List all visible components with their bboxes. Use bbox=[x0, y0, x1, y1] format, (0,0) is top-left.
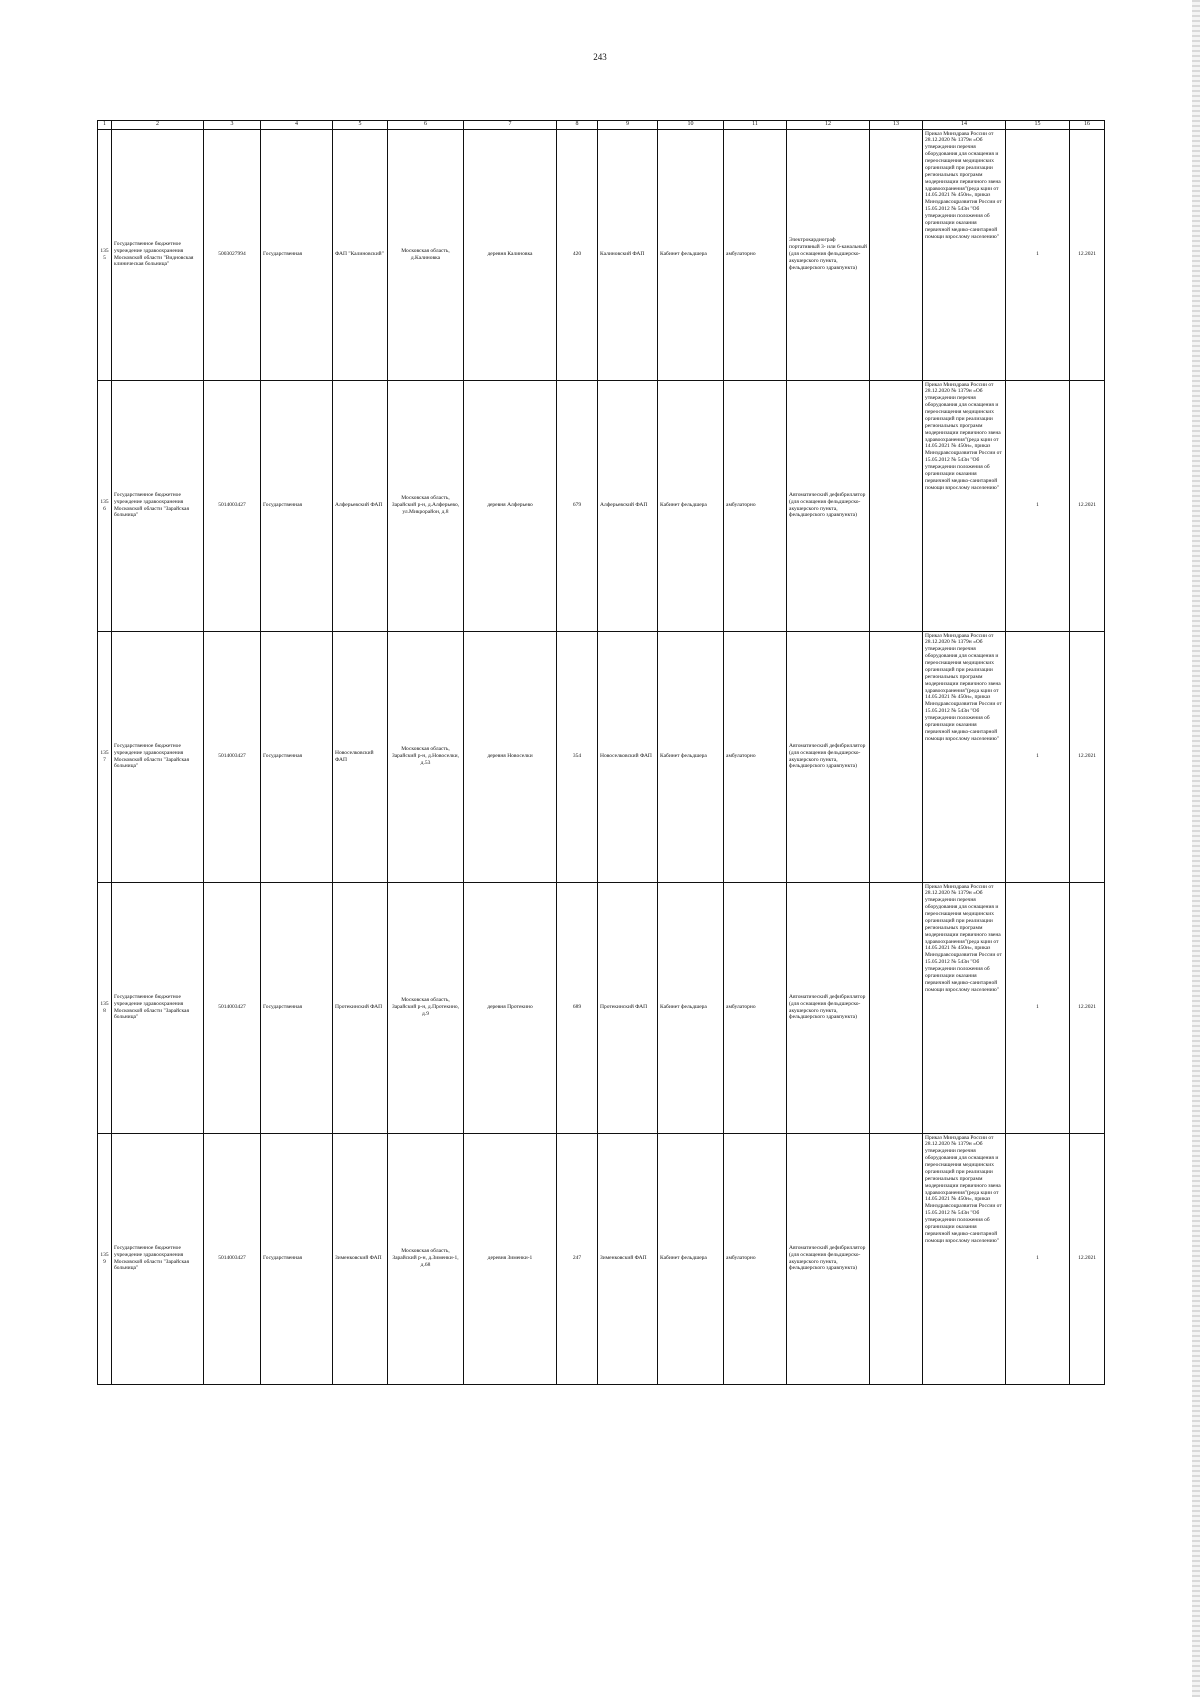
table-row bbox=[98, 1133, 1105, 1384]
room-cell: Кабинет фельдшера bbox=[658, 882, 724, 1133]
ownership-cell: Государственная bbox=[261, 882, 333, 1133]
column-13-cell bbox=[870, 882, 923, 1133]
ownership-cell: Государственная bbox=[261, 631, 333, 882]
population-cell: 679 bbox=[557, 380, 598, 631]
column-number: 13 bbox=[870, 121, 923, 130]
quantity-cell: 1 bbox=[1006, 129, 1070, 380]
quantity-cell: 1 bbox=[1006, 1133, 1070, 1384]
facility-cell: Калиновский ФАП bbox=[598, 129, 658, 380]
institution-cell: Государственное бюджетное учреждение здравоохранения Московской области "Зарайская больница" bbox=[112, 882, 204, 1133]
equipment-cell: Электрокардиограф портативный 3- или 6-канальный (для оснащения фельдшерско-акушерского пункта, фельдшерского здравпункта) bbox=[787, 129, 870, 380]
column-number: 4 bbox=[261, 121, 333, 130]
regulation-cell: Приказ Минздрава России от 28.12.2020 № 1379н «Об утверждении перечня оборудования для оснащения и переоснащения медицинских организаций при реализации региональных программ модернизации первичного звена здравоохранения"(реда кции от 14.05.2021 № 450н», приказ Минздравсоцразвития России от 15.05.2012 № 543н "Об утверждении положения об организации оказания первичной медико-санитарной помощи взрослому населению" bbox=[923, 631, 1006, 882]
population-cell: 420 bbox=[557, 129, 598, 380]
locality-cell: деревня Новоселки bbox=[464, 631, 557, 882]
date-cell: 12.2021 bbox=[1070, 882, 1105, 1133]
column-number: 11 bbox=[724, 121, 787, 130]
column-number: 2 bbox=[112, 121, 204, 130]
population-cell: 689 bbox=[557, 882, 598, 1133]
population-cell: 354 bbox=[557, 631, 598, 882]
date-cell: 12.2021 bbox=[1070, 631, 1105, 882]
quantity-cell: 1 bbox=[1006, 631, 1070, 882]
column-number-row bbox=[98, 121, 1105, 130]
table-row bbox=[98, 380, 1105, 631]
column-number: 7 bbox=[464, 121, 557, 130]
facility-cell: Алферьевский ФАП bbox=[598, 380, 658, 631]
date-cell: 12.2021 bbox=[1070, 129, 1105, 380]
column-number: 1 bbox=[98, 121, 112, 130]
institution-cell: Государственное бюджетное учреждение здравоохранения Московской области "Зарайская больница" bbox=[112, 380, 204, 631]
equipment-cell: Автоматический дефибриллятор (для оснащения фельдшерско-акушерского пункта, фельдшерского здравпункта) bbox=[787, 1133, 870, 1384]
ownership-cell: Государственная bbox=[261, 129, 333, 380]
care-type-cell: амбулаторно bbox=[724, 380, 787, 631]
column-13-cell bbox=[870, 380, 923, 631]
scan-edge bbox=[1192, 0, 1200, 1697]
institution-cell: Государственное бюджетное учреждение здравоохранения Московской области "Зарайская больница" bbox=[112, 1133, 204, 1384]
row-number-cell: 1356 bbox=[98, 380, 112, 631]
care-type-cell: амбулаторно bbox=[724, 129, 787, 380]
locality-cell: деревня Зименки-1 bbox=[464, 1133, 557, 1384]
facility-cell: Протекинский ФАП bbox=[598, 882, 658, 1133]
column-13-cell bbox=[870, 129, 923, 380]
row-number-cell: 1355 bbox=[98, 129, 112, 380]
regulation-cell: Приказ Минздрава России от 28.12.2020 № 1379н «Об утверждении перечня оборудования для оснащения и переоснащения медицинских организаций при реализации региональных программ модернизации первичного звена здравоохранения"(реда кции от 14.05.2021 № 450н», приказ Минздравсоцразвития России от 15.05.2012 № 543н "Об утверждении положения об организации оказания первичной медико-санитарной помощи взрослому населению" bbox=[923, 882, 1006, 1133]
care-type-cell: амбулаторно bbox=[724, 882, 787, 1133]
date-cell: 12.2021 bbox=[1070, 1133, 1105, 1384]
regulation-cell: Приказ Минздрава России от 28.12.2020 № 1379н «Об утверждении перечня оборудования для оснащения и переоснащения медицинских организаций при реализации региональных программ модернизации первичного звена здравоохранения"(реда кции от 14.05.2021 № 450н», приказ Минздравсоцразвития России от 15.05.2012 № 543н "Об утверждении положения об организации оказания первичной медико-санитарной помощи взрослому населению" bbox=[923, 380, 1006, 631]
regulation-cell: Приказ Минздрава России от 28.12.2020 № 1379н «Об утверждении перечня оборудования для оснащения и переоснащения медицинских организаций при реализации региональных программ модернизации первичного звена здравоохранения"(реда кции от 14.05.2021 № 450н», приказ Минздравсоцразвития России от 15.05.2012 № 543н "Об утверждении положения об организации оказания первичной медико-санитарной помощи взрослому населению" bbox=[923, 129, 1006, 380]
room-cell: Кабинет фельдшера bbox=[658, 380, 724, 631]
inn-cell: 5014003427 bbox=[204, 882, 261, 1133]
room-cell: Кабинет фельдшера bbox=[658, 1133, 724, 1384]
table-row bbox=[98, 631, 1105, 882]
address-cell: Московская область, д.Калиновка bbox=[388, 129, 464, 380]
unit-cell: ФАП "Калиновский" bbox=[333, 129, 388, 380]
row-number-cell: 1357 bbox=[98, 631, 112, 882]
address-cell: Московская область, Зарайский р-н, д.Протекино, д.9 bbox=[388, 882, 464, 1133]
equipment-cell: Автоматический дефибриллятор (для оснащения фельдшерско-акушерского пункта, фельдшерского здравпункта) bbox=[787, 380, 870, 631]
address-cell: Московская область, Зарайский р-н, д.Алферьево, ул.Микрорайон, д.8 bbox=[388, 380, 464, 631]
date-cell: 12.2021 bbox=[1070, 380, 1105, 631]
ownership-cell: Государственная bbox=[261, 380, 333, 631]
row-number-cell: 1359 bbox=[98, 1133, 112, 1384]
ownership-cell: Государственная bbox=[261, 1133, 333, 1384]
page-number: 243 bbox=[593, 52, 607, 62]
locality-cell: деревня Алферьево bbox=[464, 380, 557, 631]
column-13-cell bbox=[870, 1133, 923, 1384]
column-number: 3 bbox=[204, 121, 261, 130]
facility-cell: Зименковский ФАП bbox=[598, 1133, 658, 1384]
room-cell: Кабинет фельдшера bbox=[658, 631, 724, 882]
table-row bbox=[98, 129, 1105, 380]
quantity-cell: 1 bbox=[1006, 380, 1070, 631]
institution-cell: Государственное бюджетное учреждение здравоохранения Московской области "Видновская клиническая больница" bbox=[112, 129, 204, 380]
row-number-cell: 1358 bbox=[98, 882, 112, 1133]
unit-cell: Зименковский ФАП bbox=[333, 1133, 388, 1384]
address-cell: Московская область, Зарайский р-н, д.Зименки-1, д.68 bbox=[388, 1133, 464, 1384]
institution-cell: Государственное бюджетное учреждение здравоохранения Московской области "Зарайская больница" bbox=[112, 631, 204, 882]
locality-cell: деревня Калиновка bbox=[464, 129, 557, 380]
equipment-cell: Автоматический дефибриллятор (для оснащения фельдшерско-акушерского пункта, фельдшерского здравпункта) bbox=[787, 631, 870, 882]
care-type-cell: амбулаторно bbox=[724, 631, 787, 882]
column-number: 12 bbox=[787, 121, 870, 130]
quantity-cell: 1 bbox=[1006, 882, 1070, 1133]
facility-cell: Новоселковский ФАП bbox=[598, 631, 658, 882]
column-number: 14 bbox=[923, 121, 1006, 130]
column-13-cell bbox=[870, 631, 923, 882]
equipment-table bbox=[97, 120, 1105, 1385]
population-cell: 247 bbox=[557, 1133, 598, 1384]
column-number: 8 bbox=[557, 121, 598, 130]
column-number: 9 bbox=[598, 121, 658, 130]
unit-cell: Алферьевский ФАП bbox=[333, 380, 388, 631]
column-number: 6 bbox=[388, 121, 464, 130]
unit-cell: Протекинский ФАП bbox=[333, 882, 388, 1133]
table-row bbox=[98, 882, 1105, 1133]
equipment-cell: Автоматический дефибриллятор (для оснащения фельдшерско-акушерского пункта, фельдшерского здравпункта) bbox=[787, 882, 870, 1133]
locality-cell: деревня Протекино bbox=[464, 882, 557, 1133]
unit-cell: Новоселковский ФАП bbox=[333, 631, 388, 882]
care-type-cell: амбулаторно bbox=[724, 1133, 787, 1384]
column-number: 10 bbox=[658, 121, 724, 130]
column-number: 5 bbox=[333, 121, 388, 130]
inn-cell: 5014003427 bbox=[204, 1133, 261, 1384]
column-number: 16 bbox=[1070, 121, 1105, 130]
room-cell: Кабинет фельдшера bbox=[658, 129, 724, 380]
inn-cell: 5014003427 bbox=[204, 380, 261, 631]
address-cell: Московская область, Зарайский р-н, д.Новоселки, д.53 bbox=[388, 631, 464, 882]
inn-cell: 5014003427 bbox=[204, 631, 261, 882]
regulation-cell: Приказ Минздрава России от 28.12.2020 № 1379н «Об утверждении перечня оборудования для оснащения и переоснащения медицинских организаций при реализации региональных программ модернизации первичного звена здравоохранения"(реда кции от 14.05.2021 № 450н», приказ Минздравсоцразвития России от 15.05.2012 № 543н "Об утверждении положения об организации оказания первичной медико-санитарной помощи взрослому населению" bbox=[923, 1133, 1006, 1384]
column-number: 15 bbox=[1006, 121, 1070, 130]
inn-cell: 5003027994 bbox=[204, 129, 261, 380]
